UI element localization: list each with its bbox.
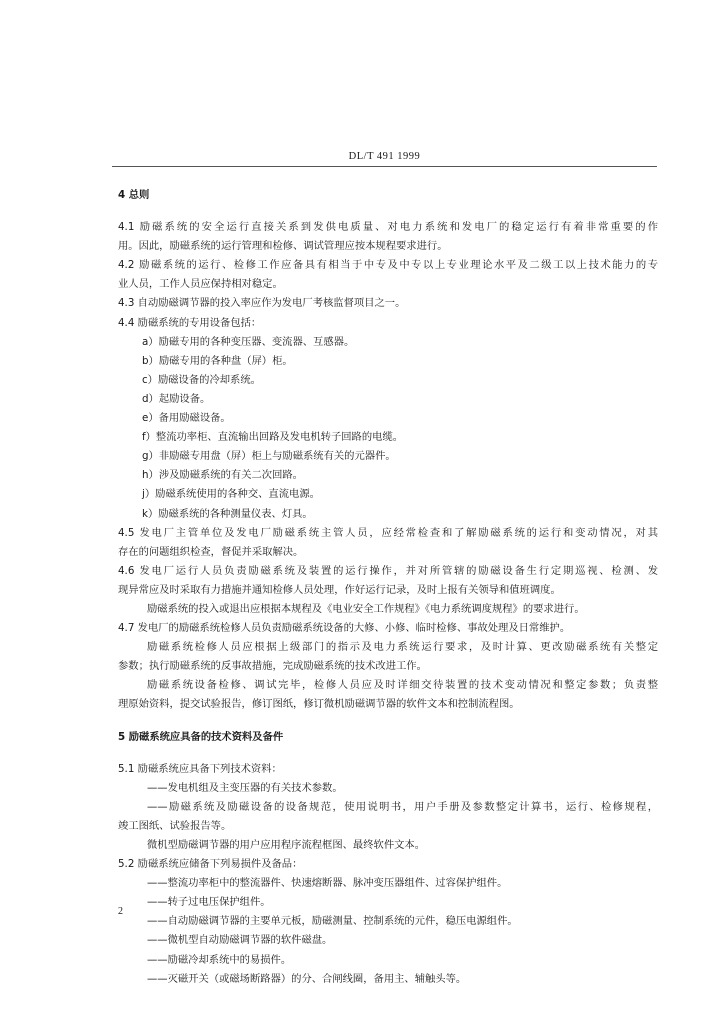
list-item-e: e）备用励磁设备。 — [142, 412, 231, 425]
para-5-1-item-2-cont: 竣工图纸、试验报告等。 — [118, 819, 232, 832]
para-4-2-line-1: 4.2 励磁系统的运行、检修工作应备具有相当于中专及中专以上专业理论水平及二级工以上技术能力的专 — [118, 259, 658, 272]
spacer — [118, 205, 658, 218]
list-item-f: f）整流功率柜、直流输出回路及发电机转子回路的电缆。 — [142, 431, 404, 444]
list-item-h: h）涉及励磁系统的有关二次回路。 — [142, 469, 303, 482]
section-5-title: 5 励磁系统应具备的技术资料及备件 — [118, 730, 284, 743]
para-5-1-item-1: ——发电机组及主变压器的有关技术参数。 — [147, 781, 343, 794]
para-4-7-line-4: 励磁系统设备检修、调试完毕，检修人员应及时详细交待装置的技术变动情况和整定参数；负责整 — [147, 679, 658, 692]
para-4-7-line-3: 参数；执行励磁系统的反事故措施，完成励磁系统的技术改进工作。 — [118, 660, 427, 673]
para-5-2-item-5: ——励磁冷却系统中的易损件。 — [147, 953, 292, 966]
doc-code-header: DL/T 491 1999 — [348, 151, 421, 162]
spacer — [118, 747, 658, 760]
list-item-d: d）起励设备。 — [142, 392, 211, 405]
list-item-g: g）非励磁专用盘（屏）柜上与励磁系统有关的元器件。 — [142, 450, 396, 463]
para-4-5-line-2: 存在的问题组织检查，督促并采取解决。 — [118, 545, 304, 558]
section-4-title: 4 总则 — [118, 189, 150, 201]
document-body — [118, 186, 658, 989]
para-4-4: 4.4 励磁系统的专用设备包括： — [118, 316, 262, 329]
para-5-2-item-1: ——整流功率柜中的整流器件、快速熔断器、脉冲变压器组件、过容保护组件。 — [147, 877, 508, 890]
para-4-6-line-2: 现异常应及时采取有力措施并通知检修人员处理，作好运行记录，及时上报有关领导和值班调度。 — [118, 583, 561, 596]
para-4-7-line-1: 4.7 发电厂的励磁系统检修人员负责励磁系统设备的大修、小修、临时检修、事故处理及日常维护。 — [118, 622, 571, 635]
list-item-c: c）励磁设备的冷却系统。 — [142, 373, 261, 386]
para-5-2-item-4: ——微机型自动励磁调节器的软件磁盘。 — [147, 934, 333, 947]
header-rule — [112, 166, 657, 167]
para-4-5-line-1: 4.5 发电厂主管单位及发电厂励磁系统主管人员，应经常检查和了解励磁系统的运行和变动情况，对其 — [118, 526, 658, 539]
list-item-j: j）励磁系统使用的各种交、直流电源。 — [142, 488, 320, 501]
para-4-7-line-2: 励磁系统检修人员应根据上级部门的指示及电力系统运行要求，及时计算、更改励磁系统有关整定 — [147, 641, 658, 654]
para-4-6-line-1: 4.6 发电厂运行人员负责励磁系统及装置的运行操作，并对所管辖的励磁设备生行定期巡视、检测、发 — [118, 564, 658, 577]
para-4-7-line-5: 理原始资料，提交试验报告，修订图纸，修订微机励磁调节器的软件文本和控制流程图。 — [118, 698, 520, 711]
list-item-k: k）励磁系统的各种测量仪表、灯具。 — [142, 507, 313, 520]
para-4-2-line-2: 业人员，工作人员应保持相对稳定。 — [118, 278, 283, 291]
list-item-a: a）励磁专用的各种变压器、变流器、互感器。 — [142, 335, 355, 348]
list-item-b: b）励磁专用的各种盘（屏）柜。 — [142, 354, 293, 367]
para-5-1: 5.1 励磁系统应具备下列技术资料： — [118, 762, 282, 775]
spacer — [118, 715, 658, 728]
para-5-2-item-2: ——转子过电压保护组件。 — [147, 896, 271, 909]
para-4-1-line-1: 4.1 励磁系统的安全运行直接关系到发供电质量、对电力系统和发电厂的稳定运行有着非常重要的作 — [118, 221, 658, 234]
para-5-2-item-3: ——自动励磁调节器的主要单元板，励磁测量、控制系统的元件，稳压电源组件。 — [147, 915, 518, 928]
page-number: 2 — [118, 906, 123, 917]
para-5-1-item-2: ——励磁系统及励磁设备的设备规范，使用说明书，用户手册及参数整定计算书，运行、检修规程， — [147, 800, 658, 813]
para-4-3: 4.3 自动励磁调节器的投入率应作为发电厂考核监督项目之一。 — [118, 297, 406, 310]
para-4-1-line-2: 用。因此，励磁系统的运行管理和检修、调试管理应按本规程要求进行。 — [118, 240, 448, 253]
para-5-2-item-6: ——灭磁开关（或磁场断路器）的分、合闸线圈，备用主、辅触头等。 — [147, 972, 467, 985]
para-5-1-item-3: 微机型励磁调节器的用户应用程序流程框图、最终软件文本。 — [147, 839, 426, 851]
para-5-2: 5.2 励磁系统应储备下列易损件及备品： — [118, 858, 303, 871]
para-4-6-line-3: 励磁系统的投入或退出应根据本规程及《电业安全工作规程》《电力系统调度规程》的要求进行。 — [147, 602, 585, 615]
